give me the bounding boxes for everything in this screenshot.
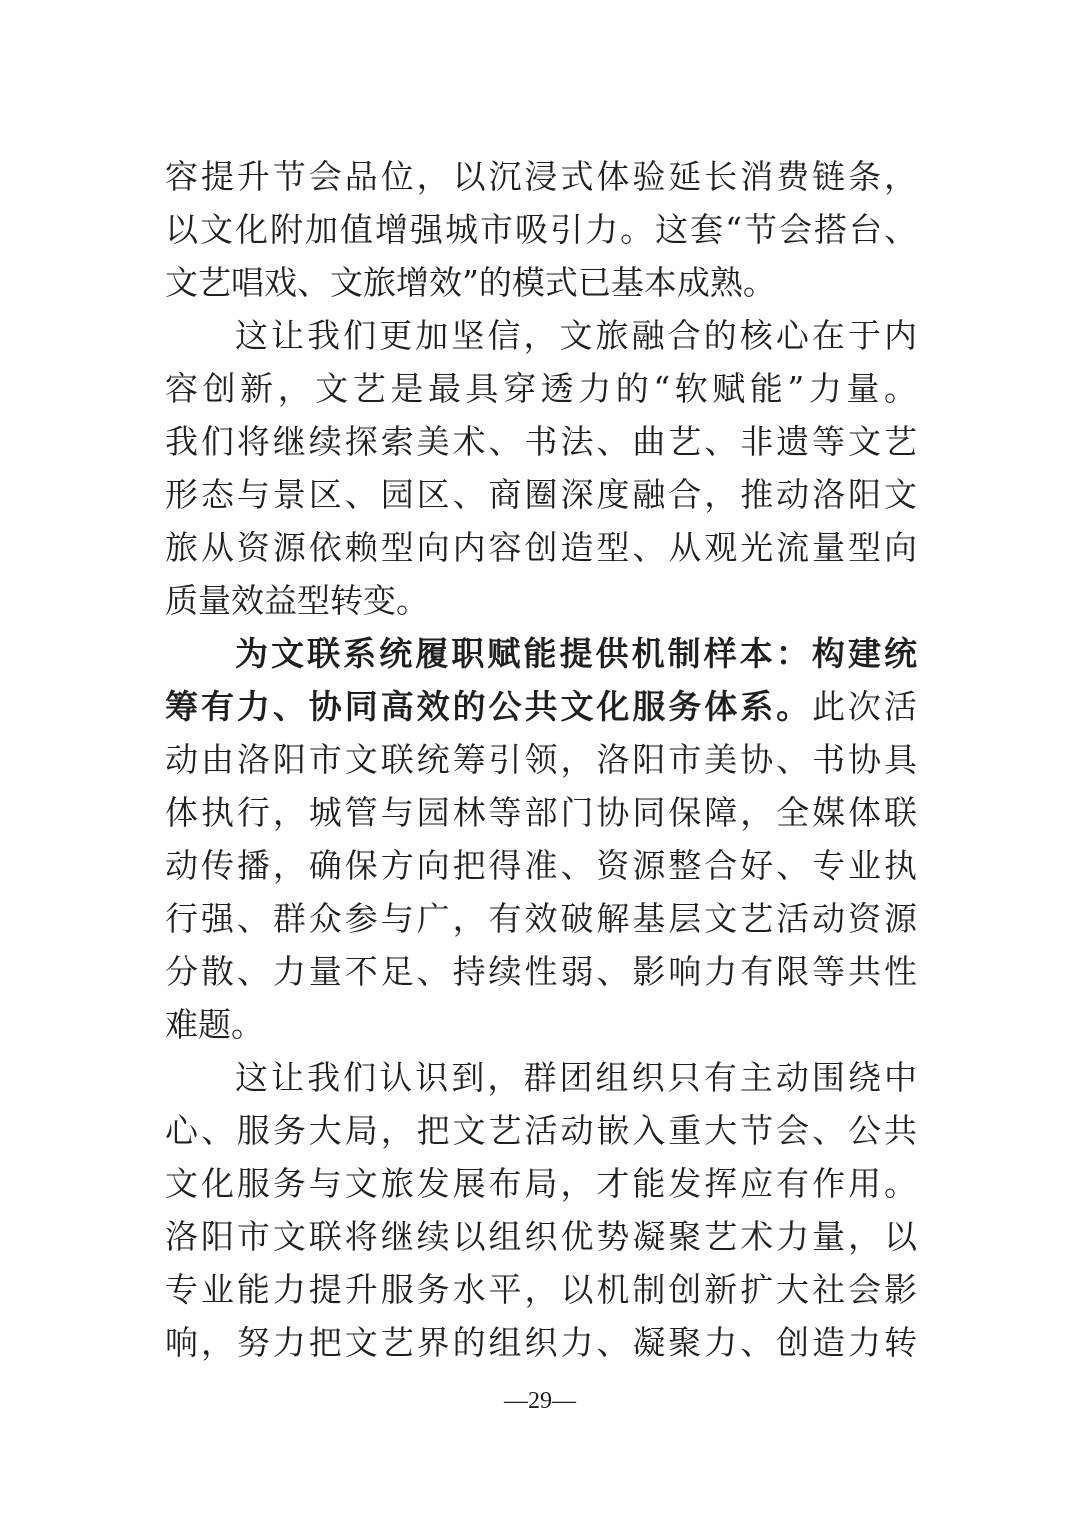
paragraph-first-line: 这让我们认识到，群团组织只有主动围绕中 bbox=[235, 1058, 917, 1097]
body-text bbox=[165, 150, 917, 1369]
paragraph-first-line: 这让我们更加坚信，文旅融合的核心在于内 bbox=[235, 316, 917, 355]
page-number: —29— bbox=[504, 1388, 576, 1414]
text-line: 形态与景区、园区、商圈深度融合，推动洛阳文 bbox=[165, 475, 917, 514]
text-line: 容创新，文艺是最具穿透力的“软赋能”力量。 bbox=[165, 369, 917, 408]
text-line: 容提升节会品位，以沉浸式体验延长消费链条， bbox=[165, 157, 917, 196]
text-line: 心、服务大局，把文艺活动嵌入重大节会、公共 bbox=[165, 1111, 917, 1150]
section-heading-line: 为文联系统履职赋能提供机制样本：构建统 bbox=[235, 634, 917, 673]
text-line: 以文化附加值增强城市吸引力。这套“节会搭台、 bbox=[165, 210, 917, 249]
text-line: 动由洛阳市文联统筹引领，洛阳市美协、书协具 bbox=[165, 740, 917, 779]
text-line: 体执行，城管与园林等部门协同保障，全媒体联 bbox=[165, 793, 917, 832]
text-line: 难题。 bbox=[165, 1005, 264, 1044]
text-line: 旅从资源依赖型向内容创造型、从观光流量型向 bbox=[165, 528, 917, 567]
text-line: 洛阳市文联将继续以组织优势凝聚艺术力量，以 bbox=[165, 1217, 917, 1256]
text-line: 文化服务与文旅发展布局，才能发挥应有作用。 bbox=[165, 1164, 917, 1203]
section-heading-continuation: 筹有力、协同高效的公共文化服务体系。 bbox=[165, 687, 813, 726]
text-line: 响，努力把文艺界的组织力、凝聚力、创造力转 bbox=[165, 1323, 917, 1362]
text-line: 动传播，确保方向把得准、资源整合好、专业执 bbox=[165, 846, 917, 885]
mixed-line bbox=[165, 680, 917, 733]
text-line: 文艺唱戏、文旅增效”的模式已基本成熟。 bbox=[165, 263, 776, 302]
text-fragment: 此次活 bbox=[812, 687, 918, 726]
text-line: 专业能力提升服务水平，以机制创新扩大社会影 bbox=[165, 1270, 917, 1309]
text-line: 行强、群众参与广，有效破解基层文艺活动资源 bbox=[165, 899, 917, 938]
text-line: 我们将继续探索美术、书法、曲艺、非遗等文艺 bbox=[165, 422, 917, 461]
text-line: 质量效益型转变。 bbox=[165, 581, 429, 620]
text-line: 分散、力量不足、持续性弱、影响力有限等共性 bbox=[165, 952, 917, 991]
